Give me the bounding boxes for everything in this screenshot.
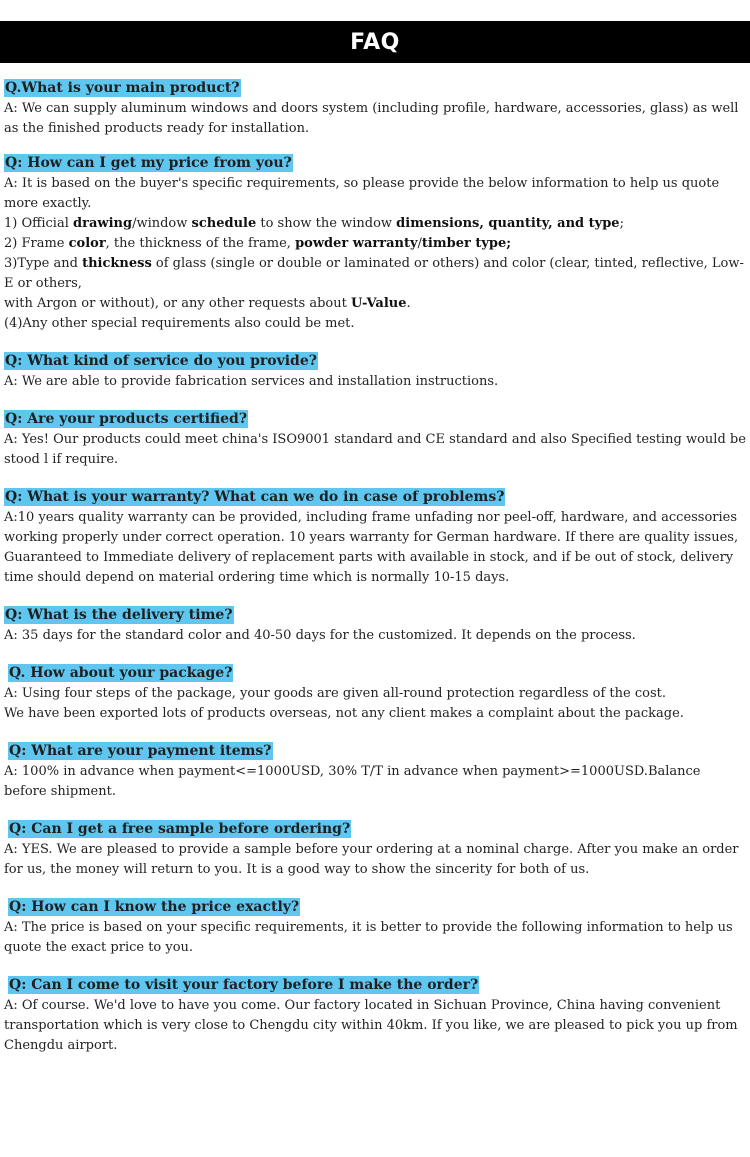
faq-answer: A:10 years quality warranty can be provided, including frame unfading nor peel-off, hardware, and accessories working properly under correct operation. 10 years warranty for German hardware. If there are quality issues, Guaranteed to Immediate delivery of replacement parts with available in stock, and if be out of stock, delivery time should depend on material ordering time which is normally 10-15 days. xyxy=(4,510,739,585)
faq-item-payment xyxy=(4,740,746,802)
answer-line-5: (4)Any other special requirements also could be met. xyxy=(4,316,355,331)
answer-intro: A: It is based on the buyer's specific requirements, so please provide the below information to help us quote more exactly. xyxy=(4,176,720,211)
faq-header-banner xyxy=(0,21,750,63)
faq-answer: A: Yes! Our products could meet china's ISO9001 standard and CE standard and also Specified testing would be stood l if require. xyxy=(4,432,746,467)
faq-answer: A: We are able to provide fabrication services and installation instructions. xyxy=(4,374,499,389)
faq-question: Q: How can I know the price exactly? xyxy=(9,899,300,915)
faq-question: Q: Can I come to visit your factory before I make the order? xyxy=(9,977,479,993)
faq-item-certified xyxy=(4,408,746,470)
faq-answer: A: Using four steps of the package, your goods are given all-round protection regardless of the cost. We have been exported lots of products overseas, not any client makes a complaint about the package. xyxy=(4,686,684,721)
faq-answer: A: Of course. We'd love to have you come. Our factory located in Sichuan Province, China having convenient transportation which is very close to Chengdu city within 40km. If you like, we are pleased to pick you up from Chengdu airport. xyxy=(4,998,738,1053)
faq-question: Q: How can I get my price from you? xyxy=(5,155,292,171)
faq-answer: A: We can supply aluminum windows and doors system (including profile, hardware, accessories, glass) as well as the finished products ready for installation. xyxy=(4,101,739,136)
answer-line-4: with Argon or without), or any other requests about U-Value. xyxy=(4,296,411,311)
faq-question: Q: Can I get a free sample before ordering? xyxy=(9,821,351,837)
faq-question: Q: What kind of service do you provide? xyxy=(5,353,317,369)
page-title: FAQ xyxy=(350,29,400,55)
faq-item-package xyxy=(4,662,746,724)
answer-line-3: 3)Type and thickness of glass (single or double or laminated or others) and color (clear, tinted, reflective, Low-E or others, xyxy=(4,256,744,291)
faq-item-price xyxy=(4,152,746,334)
faq-answer: A: YES. We are pleased to provide a sample before your ordering at a nominal charge. After you make an order for us, the money will return to you. It is a good way to show the sincerity for both of us. xyxy=(4,842,739,877)
faq-item-service xyxy=(4,350,746,392)
faq-answer: A: The price is based on your specific requirements, it is better to provide the following information to help us quote the exact price to you. xyxy=(4,920,733,955)
faq-question: Q.What is your main product? xyxy=(5,80,240,96)
faq-answer: A: 35 days for the standard color and 40-50 days for the customized. It depends on the process. xyxy=(4,628,636,643)
faq-question: Q: Are your products certified? xyxy=(5,411,248,427)
faq-question: Q: What are your payment items? xyxy=(9,743,272,759)
faq-item-main-product xyxy=(4,77,746,139)
answer-line-2: 2) Frame color, the thickness of the frame, powder warranty/timber type; xyxy=(4,236,512,251)
faq-item-delivery xyxy=(4,604,746,646)
faq-question: Q. How about your package? xyxy=(9,665,233,681)
faq-item-price-exactly xyxy=(4,896,746,958)
faq-item-warranty xyxy=(4,486,746,588)
faq-question: Q: What is your warranty? What can we do in case of problems? xyxy=(5,489,505,505)
faq-list xyxy=(4,77,746,1072)
faq-answer: A: 100% in advance when payment<=1000USD, 30% T/T in advance when payment>=1000USD.Balance before shipment. xyxy=(4,764,701,799)
faq-answer xyxy=(4,174,746,334)
faq-question: Q: What is the delivery time? xyxy=(5,607,233,623)
answer-line-1: 1) Official drawing/window schedule to show the window dimensions, quantity, and type; xyxy=(4,216,624,231)
faq-item-sample xyxy=(4,818,746,880)
faq-item-visit-factory xyxy=(4,974,746,1056)
